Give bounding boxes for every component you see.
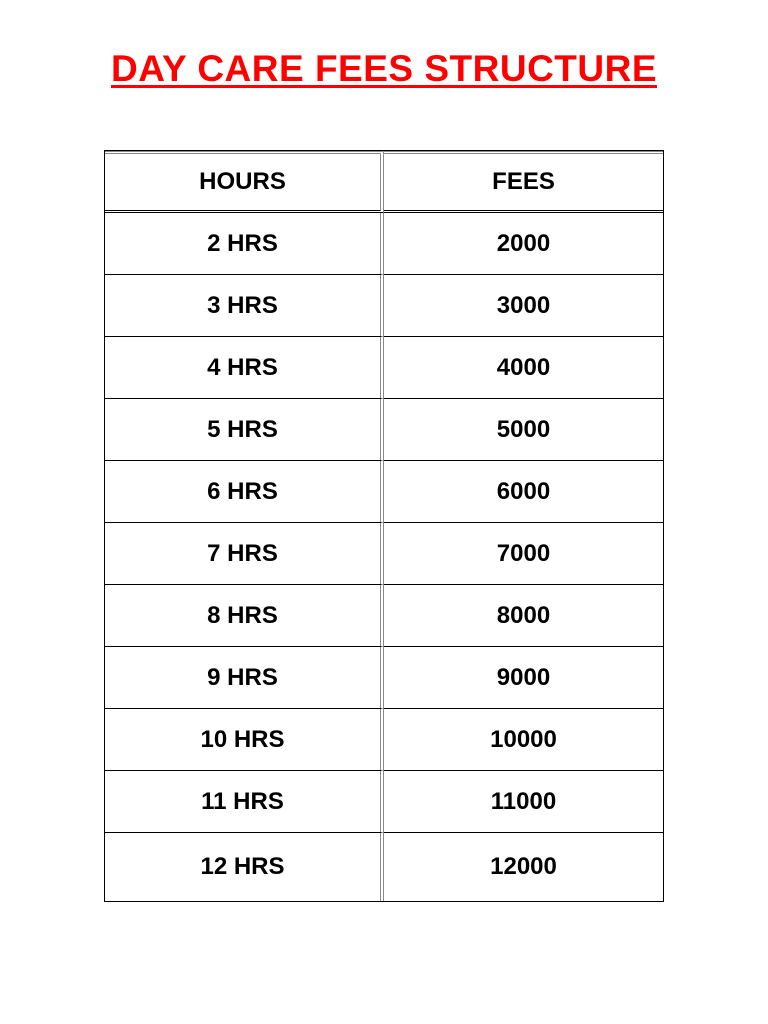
fees-cell: 9000 [384,647,663,709]
fees-cell: 6000 [384,461,663,523]
hours-cell: 9 HRS [105,647,384,709]
hours-cell: 4 HRS [105,337,384,399]
table-row [105,647,663,709]
hours-cell: 7 HRS [105,523,384,585]
hours-cell: 2 HRS [105,213,384,275]
fees-cell: 7000 [384,523,663,585]
fees-cell: 2000 [384,213,663,275]
table-row [105,709,663,771]
page-title-text: DAY CARE FEES STRUCTURE [110,48,658,89]
fees-cell: 11000 [384,771,663,833]
hours-cell: 5 HRS [105,399,384,461]
table-row [105,275,663,337]
fees-cell: 8000 [384,585,663,647]
hours-cell: 3 HRS [105,275,384,337]
fees-cell: 5000 [384,399,663,461]
fees-cell: 12000 [490,853,557,880]
hours-cell: 10 HRS [105,709,384,771]
hours-cell: 11 HRS [105,771,384,833]
table-row [105,337,663,399]
table-header-row [105,151,663,213]
fees-cell: 3000 [384,275,663,337]
column-header-hours: HOURS [105,151,384,213]
table-row [105,771,663,833]
fees-cell: 10000 [384,709,663,771]
fees-table [104,150,664,902]
column-header-fees: FEES [384,151,663,213]
table-row [105,833,663,901]
table-row [105,213,663,275]
fees-cell: 4000 [384,337,663,399]
table-row [105,523,663,585]
table-row [105,461,663,523]
page-title [0,48,768,90]
hours-cell: 6 HRS [105,461,384,523]
table-row [105,585,663,647]
hours-cell: 12 HRS [105,833,384,901]
hours-cell: 8 HRS [105,585,384,647]
table-row [105,399,663,461]
